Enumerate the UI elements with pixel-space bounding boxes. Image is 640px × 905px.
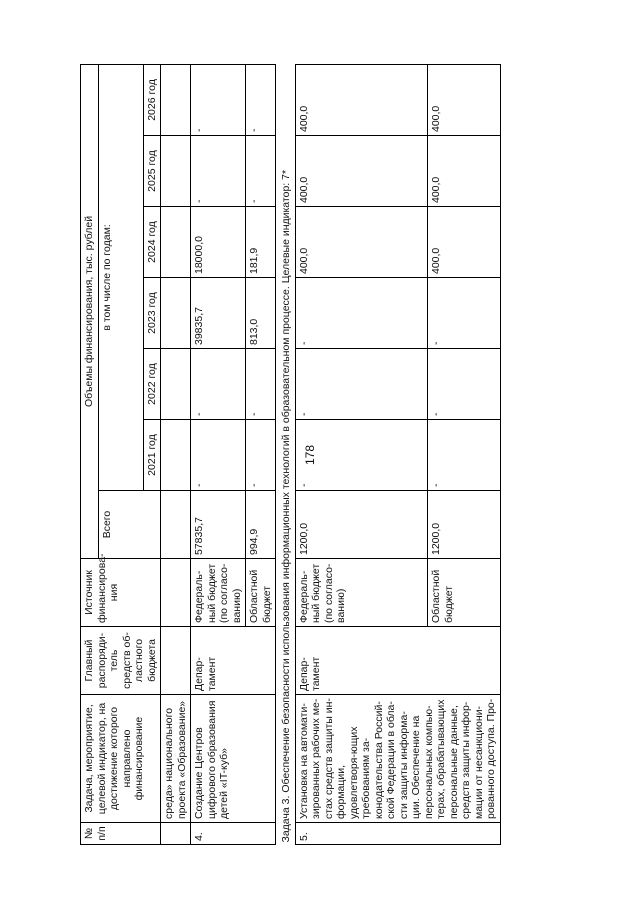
header-year-2026: 2026 год [143, 64, 161, 135]
cell-2024: 400,0 [295, 207, 428, 278]
cell-2023: 813,0 [246, 278, 276, 349]
cell-num: 4. [191, 823, 276, 845]
cell-total: 57835,7 [191, 491, 246, 559]
cell-2024: 400,0 [428, 207, 500, 278]
cell-source: Федераль-ный бюджет (по согласо-ванию) [295, 559, 428, 627]
cell-num: 5. [295, 823, 500, 845]
cell-2022: - [428, 349, 500, 420]
header-source: Источник финансирова-ния [81, 559, 161, 627]
header-year-2022: 2022 год [143, 349, 161, 420]
cell-2025: 400,0 [428, 136, 500, 207]
header-manager: Главный распоряди-тель средств об-ластного бюджета [81, 627, 161, 695]
cell-source: Областной бюджет [428, 559, 500, 627]
header-total: Всего [98, 491, 161, 559]
rotated-table-sheet [80, 65, 600, 845]
cell-total: 1200,0 [428, 491, 500, 559]
cell-num [161, 823, 191, 845]
header-year-2021: 2021 год [143, 420, 161, 491]
cell-task: Создание Центров цифрового образования детей «IT-куб» [191, 695, 276, 823]
cell-2021: - [191, 420, 246, 491]
cell-source: Федераль-ный бюджет (по согласо-ванию) [191, 559, 246, 627]
header-year-2023: 2023 год [143, 278, 161, 349]
task-3-heading: Задача 3. Обеспечение безопасности использования информационных технологий в образовательном процессе. Целевые индикатор: 7* [276, 64, 296, 844]
header-year-2025: 2025 год [143, 136, 161, 207]
header-year-2024: 2024 год [143, 207, 161, 278]
cell-2022: - [191, 349, 246, 420]
funding-table [80, 64, 501, 845]
cell-2026: 400,0 [295, 64, 428, 135]
header-num: № п/п [81, 823, 161, 845]
cell-2025: - [191, 136, 246, 207]
cell-2021: - [246, 420, 276, 491]
cell-2024: 18000,0 [191, 207, 246, 278]
cell-total: 994,9 [246, 491, 276, 559]
cell-2021: - [428, 420, 500, 491]
table-row [191, 64, 246, 844]
cell-manager: Депар-тамент [191, 627, 276, 695]
task-heading-row [276, 64, 296, 844]
cell-2021: - [295, 420, 428, 491]
cell-2025: 400,0 [295, 136, 428, 207]
cell-manager: Депар-тамент [295, 627, 500, 695]
cell-source: Областной бюджет [246, 559, 276, 627]
cell-2025: - [246, 136, 276, 207]
header-task: Задача, мероприятие, целевой индикатор, на достижение которого направлено финансирование [81, 695, 161, 823]
cell-task: Установка на автомати-зированных рабочих ме-стах средств защиты ин-формации, удовлетворя-ющих требованиям за-конодательства Россий-ской Федерации в обла-сти защиты информа-ции. Обеспечение на персональных компью-терах, обрабатывающих персональные данные, средств защиты инфор-мации от несанкциони-рованного доступа. Про- [295, 695, 500, 823]
cell-total: 1200,0 [295, 491, 428, 559]
header-by-year: в том числе по годам: [98, 64, 143, 490]
table-row [295, 64, 428, 844]
cell-2022: - [295, 349, 428, 420]
cell-2022: - [246, 349, 276, 420]
cell-2023: 39835,7 [191, 278, 246, 349]
table-row [161, 64, 191, 844]
cell-task: среда» национального проекта «Образование» [161, 695, 191, 823]
cell-2023: - [295, 278, 428, 349]
cell-2023: - [428, 278, 500, 349]
cell-2024: 181,9 [246, 207, 276, 278]
header-funding-group: Объемы финансирования, тыс. рублей [81, 64, 99, 558]
page-number: 178 [303, 444, 317, 465]
cell-2026: 400,0 [428, 64, 500, 135]
cell-2026: - [246, 64, 276, 135]
cell-2026: - [191, 64, 246, 135]
